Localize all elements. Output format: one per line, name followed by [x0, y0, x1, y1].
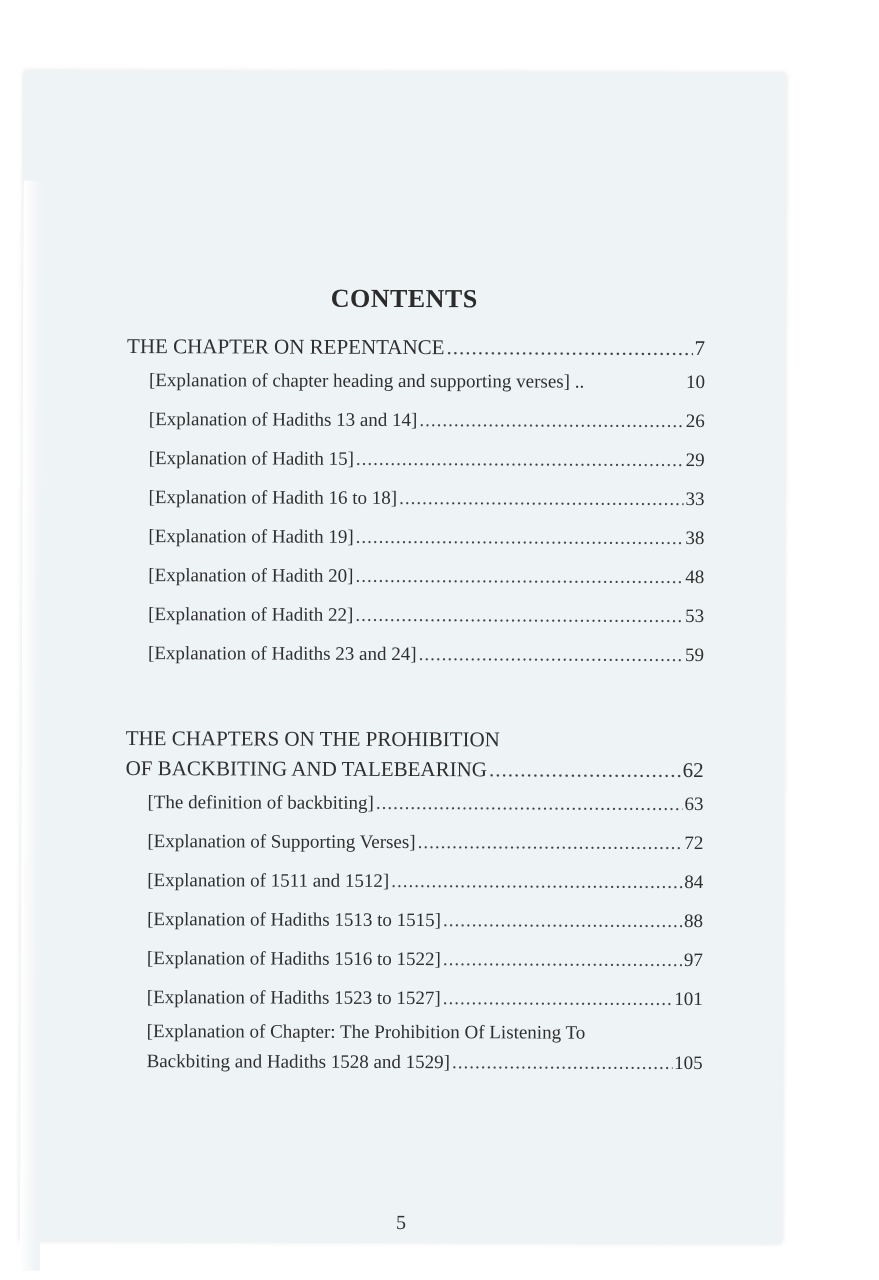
- entry-text: [Explanation of Hadith 20]: [148, 565, 354, 587]
- toc-entry: [126, 595, 704, 636]
- toc-entry: [126, 556, 704, 597]
- dot-leader: [399, 479, 684, 519]
- dot-leader: [391, 862, 682, 902]
- entry-text: [Explanation of Hadith 19]: [148, 526, 354, 548]
- dot-leader: [443, 979, 673, 1019]
- chapter-title: THE CHAPTER ON REPENTANCE: [127, 334, 445, 360]
- toc-entry: [127, 361, 705, 402]
- section-repentance: [126, 331, 705, 675]
- chapter-heading: [127, 331, 705, 363]
- page-number: 5: [395, 1211, 407, 1235]
- chapter-title-continued: OF BACKBITING AND TALEBEARING: [125, 756, 488, 782]
- entry-text: [Explanation of chapter heading and supporting verses] ..: [148, 370, 585, 393]
- entry-page-number: 26: [685, 410, 705, 433]
- toc-entry: [125, 783, 703, 824]
- toc-entry: [126, 478, 704, 519]
- entry-page-number: 10: [685, 371, 705, 394]
- entry-page-number: 88: [684, 910, 704, 933]
- entry-last-line: [147, 1047, 703, 1079]
- dot-leader: [355, 596, 683, 636]
- dot-leader: [356, 440, 684, 480]
- entry-page-number: 63: [684, 793, 704, 816]
- entry-text: [Explanation of Hadiths 1516 to 1522]: [146, 948, 441, 971]
- dot-leader: [376, 784, 683, 824]
- toc-entry: [125, 861, 703, 902]
- entry-page-number: 29: [685, 449, 705, 472]
- toc-entry: [125, 822, 703, 863]
- dot-leader: [443, 901, 682, 941]
- entry-page-number: 48: [685, 566, 705, 589]
- book-page: [20, 71, 786, 1244]
- dot-leader: [418, 823, 683, 863]
- entry-text: [Explanation of Hadith 15]: [148, 448, 354, 470]
- entry-text: [Explanation of Hadiths 13 and 14]: [148, 409, 418, 432]
- toc-entry: [125, 900, 703, 941]
- dot-leader: [355, 557, 683, 597]
- toc-entry: [125, 939, 703, 980]
- toc-entry: [127, 400, 705, 441]
- dot-leader: [356, 518, 684, 558]
- dot-leader: [452, 1048, 672, 1079]
- dot-leader: [419, 401, 684, 441]
- page-edge: [20, 181, 44, 1271]
- chapter-page-number: 62: [682, 757, 704, 783]
- entry-page-number: 97: [683, 949, 703, 972]
- toc-entry: [126, 517, 704, 558]
- entry-text: [The definition of backbiting]: [147, 792, 374, 814]
- toc-entry: [126, 634, 704, 675]
- dot-leader: [443, 940, 682, 980]
- entry-text-continued: Backbiting and Hadiths 1528 and 1529]: [146, 1051, 451, 1074]
- entry-page-number: 101: [674, 988, 703, 1011]
- dot-leader: [446, 332, 692, 363]
- entry-page-number: 105: [674, 1052, 703, 1075]
- entry-text: [Explanation of Chapter: The Prohibition Of Listening To: [146, 1021, 586, 1044]
- entry-text: [Explanation of Hadith 22]: [148, 604, 354, 626]
- entry-text: [Explanation of 1511 and 1512]: [147, 870, 390, 892]
- entry-text: [Explanation of Supporting Verses]: [147, 831, 416, 854]
- entry-page-number: 38: [685, 527, 705, 550]
- chapter-heading: [126, 753, 704, 785]
- entry-page-number: 33: [685, 488, 705, 511]
- entry-page-number: 72: [684, 832, 704, 855]
- entry-text: [Explanation of Hadith 16 to 18]: [148, 487, 398, 509]
- entry-text: [Explanation of Hadiths 1513 to 1515]: [147, 909, 442, 932]
- toc-entry: [125, 978, 703, 1019]
- entry-page-number: 59: [684, 644, 705, 667]
- contents-title: CONTENTS: [330, 283, 478, 314]
- chapter-page-number: 7: [694, 336, 706, 361]
- entry-page-number: 84: [684, 871, 704, 894]
- entry-page-number: 53: [685, 605, 705, 628]
- entry-text: [Explanation of Hadiths 1523 to 1527]: [146, 987, 441, 1010]
- chapter-title: THE CHAPTERS ON THE PROHIBITION: [125, 726, 500, 752]
- dot-leader: [489, 754, 681, 785]
- toc-entry: [125, 1017, 703, 1079]
- toc-entry: [127, 439, 705, 480]
- dot-leader: [419, 635, 684, 675]
- entry-text: [Explanation of Hadiths 23 and 24]: [147, 643, 417, 666]
- section-backbiting: [125, 723, 704, 1079]
